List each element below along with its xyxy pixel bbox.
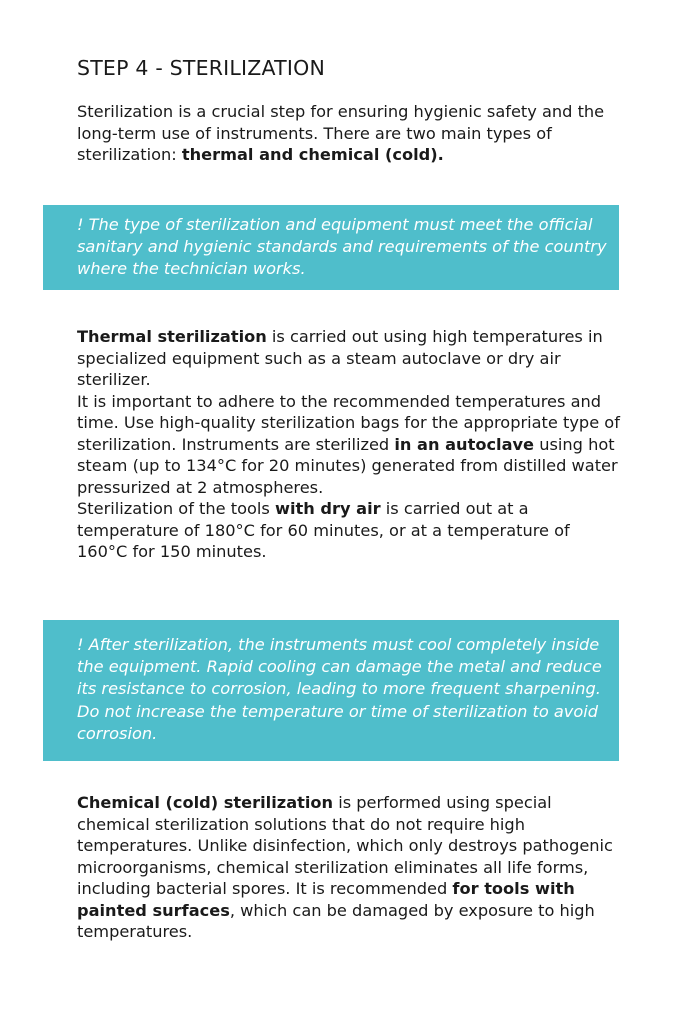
chemical-paragraph [77,792,622,943]
thermal-bold-dry-air: with dry air [275,499,381,518]
thermal-paragraph [77,326,622,563]
page-title: STEP 4 - STERILIZATION [77,56,325,80]
thermal-heading: Thermal sterilization [77,327,267,346]
chemical-heading: Chemical (cold) sterilization [77,793,334,812]
thermal-text-2: It is important to adhere to the recommended temperatures and time. Use high-quality sterilization bags for the appropriate type of sterilization. Instruments are sterilized [77,391,620,454]
notice-cooling-text: ! After sterilization, the instruments must cool completely inside the equipment. Rapid cooling can damage the metal and reduce its resistance to corrosion, leading to more frequent sharpening. Do not increase the temperature or time of sterilization to avoid corrosion. [77,635,602,743]
thermal-text-3: using hot steam (up to 134°C for 20 minutes) generated from distilled water pressurized at 2 atmospheres. [77,434,618,497]
notice-standards [43,205,619,290]
thermal-text-1: is carried out using high temperatures in specialized equipment such as a steam autoclave or dry air sterilizer. [77,327,603,389]
thermal-bold-autoclave: in an autoclave [394,434,535,454]
notice-standards-text: ! The type of sterilization and equipment must meet the official sanitary and hygienic standards and requirements of the country where the technician works. [77,215,607,279]
notice-cooling [43,620,619,761]
intro-bold-types: thermal and chemical (cold). [181,145,444,164]
chemical-bold-tools: for tools with painted surfaces [77,879,575,920]
thermal-text-5: is carried out at a temperature of 180°C for 60 minutes, or at a temperature of 160°C for 150 minutes. [77,499,570,561]
chemical-text-1: is performed using special chemical sterilization solutions that do not require high temperatures. Unlike disinfection, which only destroys pathogenic microorganisms, chemical sterilization eliminates all life forms, including bacterial spores. It is recommended [77,793,613,898]
thermal-text-4: Sterilization of the tools [77,499,275,518]
intro-paragraph [77,101,622,166]
chemical-text-2: , which can be damaged by exposure to high temperatures. [77,900,595,941]
intro-text: Sterilization is a crucial step for ensuring hygienic safety and the long-term use of instruments. There are two main types of sterilization: [77,102,605,164]
